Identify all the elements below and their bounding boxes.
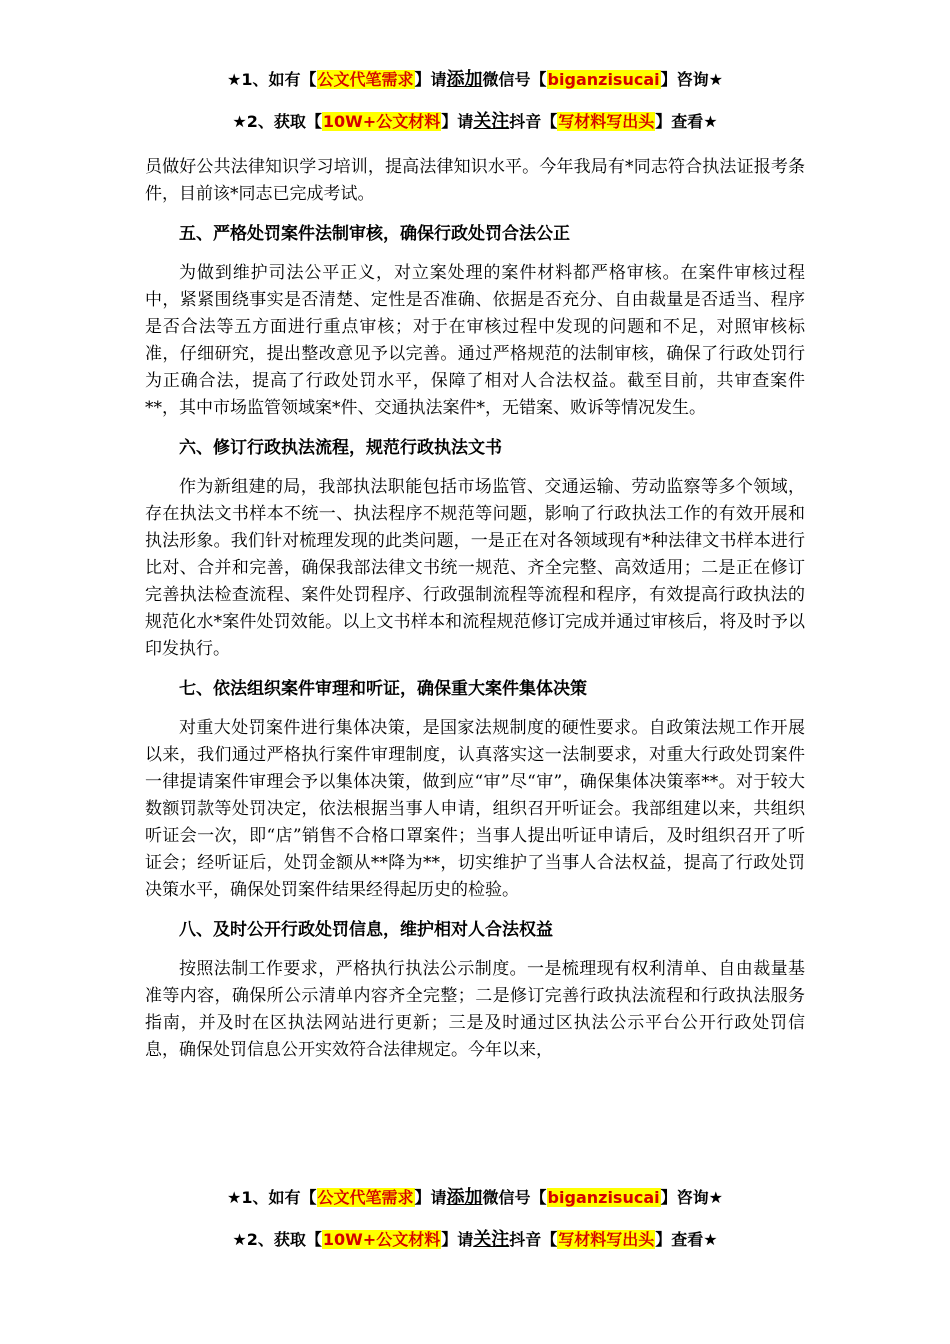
banner-text: ★1、如有【 (227, 1188, 317, 1207)
banner-text: 】查看★ (655, 112, 718, 131)
paragraph-section-8: 按照法制工作要求，严格执行执法公示制度。一是梳理现有权利清单、自由裁量基准等内容，确保所公示清单内容齐全完整；二是修订完善行政执法流程和行政执法服务指南，并及时在区执法网站进行更新；三是及时通过区执法公示平台公开行政处罚信息，确保处罚信息公开实效符合法律规定。今年以来， (145, 959, 805, 1060)
banner-highlight: 公文代笔需求 (317, 70, 414, 89)
banner-text: 】请 (414, 1188, 447, 1207)
banner-text: 】咨询★ (660, 70, 723, 89)
section-heading-8: 八、及时公开行政处罚信息，维护相对人合法权益 (179, 920, 553, 940)
promo-banner-bottom-line2 (0, 1228, 950, 1252)
banner-text: 】请 (441, 1230, 474, 1249)
banner-text: 抖音【 (509, 1230, 558, 1249)
banner-text: 】请 (414, 70, 447, 89)
banner-text: ★2、获取【 (232, 1230, 322, 1249)
promo-banner-top-line2 (0, 110, 950, 134)
banner-text: 抖音【 (509, 112, 558, 131)
banner-highlight: 公文代笔需求 (317, 1188, 414, 1207)
banner-text: 微信号【 (482, 70, 547, 89)
banner-highlight: 写材料写出头 (558, 112, 655, 131)
promo-banner-bottom-line1 (0, 1186, 950, 1210)
banner-highlight: biganzisucai (547, 70, 660, 89)
banner-text: ★1、如有【 (227, 70, 317, 89)
banner-text: 微信号【 (482, 1188, 547, 1207)
banner-text: 】请 (441, 112, 474, 131)
banner-text: 】咨询★ (660, 1188, 723, 1207)
banner-text: ★2、获取【 (232, 112, 322, 131)
banner-underline: 添加 (446, 69, 483, 90)
paragraph-continuation: 员做好公共法律知识学习培训，提高法律知识水平。今年我局有*同志符合执法证报考条件，目前该*同志已完成考试。 (145, 157, 805, 204)
section-heading-5: 五、严格处罚案件法制审核，确保行政处罚合法公正 (179, 224, 570, 244)
section-heading-6: 六、修订行政执法流程，规范行政执法文书 (179, 438, 502, 458)
banner-text: 】查看★ (655, 1230, 718, 1249)
banner-underline: 添加 (446, 1187, 483, 1208)
paragraph-section-7: 对重大处罚案件进行集体决策，是国家法规制度的硬性要求。自政策法规工作开展以来，我们通过严格执行案件审理制度，认真落实这一法制要求，对重大行政处罚案件一律提请案件审理会予以集体决策，做到应“审”尽“审”，确保集体决策率**。对于较大数额罚款等处罚决定，依法根据当事人申请，组织召开听证会。我部组建以来，共组织听证会一次，即“店”销售不合格口罩案件；当事人提出听证申请后，及时组织召开了听证会；经听证后，处罚金额从**降为**，切实维护了当事人合法权益，提高了行政处罚决策水平，确保处罚案件结果经得起历史的检验。 (145, 718, 805, 900)
banner-underline: 关注 (473, 1229, 510, 1250)
banner-highlight: biganzisucai (547, 1188, 660, 1207)
paragraph-section-6: 作为新组建的局，我部执法职能包括市场监管、交通运输、劳动监察等多个领域，存在执法文书样本不统一、执法程序不规范等问题，影响了行政执法工作的有效开展和执法形象。我们针对梳理发现的此类问题，一是正在对各领域现有*种法律文书样本进行比对、合并和完善，确保我部法律文书统一规范、齐全完整、高效适用；二是正在修订完善执法检查流程、案件处罚程序、行政强制流程等流程和程序，有效提高行政执法的规范化水*案件处罚效能。以上文书样本和流程规范修订完成并通过审核后，将及时予以印发执行。 (145, 477, 805, 659)
banner-underline: 关注 (473, 111, 510, 132)
promo-banner-top-line1 (0, 68, 950, 92)
banner-highlight: 写材料写出头 (558, 1230, 655, 1249)
banner-highlight: 10W+公文材料 (322, 1230, 441, 1249)
section-heading-7: 七、依法组织案件审理和听证，确保重大案件集体决策 (179, 679, 587, 699)
banner-highlight: 10W+公文材料 (322, 112, 441, 131)
document-body (145, 154, 805, 1064)
paragraph-section-5: 为做到维护司法公平正义，对立案处理的案件材料都严格审核。在案件审核过程中，紧紧围绕事实是否清楚、定性是否准确、依据是否充分、自由裁量是否适当、程序是否合法等五方面进行重点审核；对于在审核过程中发现的问题和不足，对照审核标准，仔细研究，提出整改意见予以完善。通过严格规范的法制审核，确保了行政处罚行为正确合法，提高了行政处罚水平，保障了相对人合法权益。截至目前，共审查案件**，其中市场监管领域案*件、交通执法案件*，无错案、败诉等情况发生。 (145, 263, 805, 418)
